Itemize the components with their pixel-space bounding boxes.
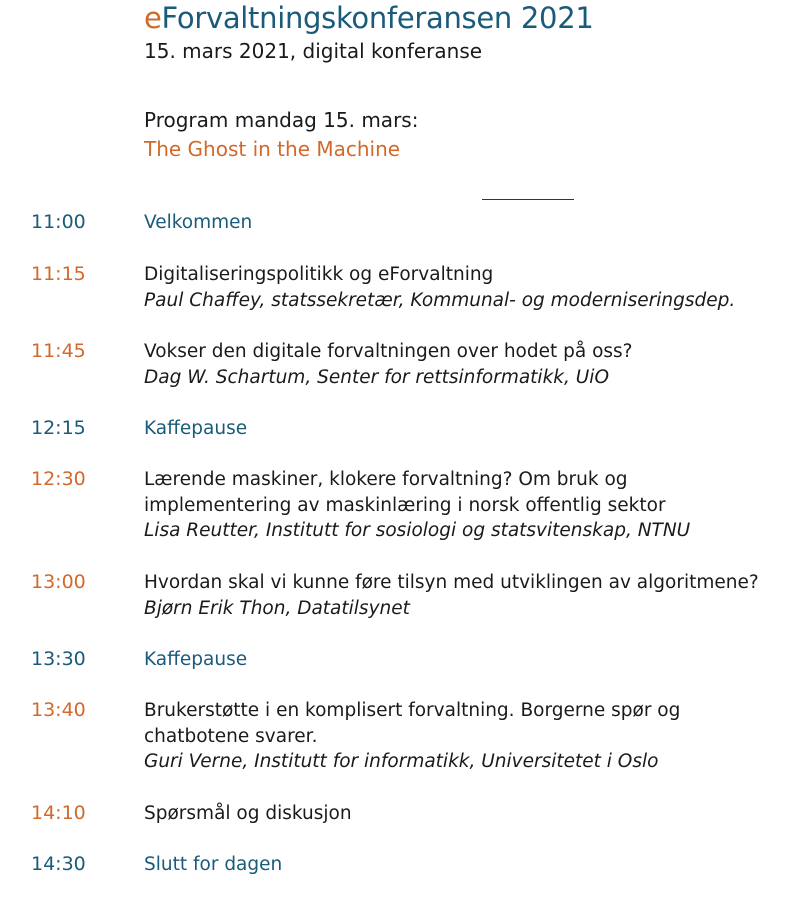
schedule-time: 14:10 <box>31 802 86 824</box>
schedule-speaker: Lisa Reutter, Institutt for sosiologi og statsvitenskap, NTNU <box>144 520 691 541</box>
program-theme: The Ghost in the Machine <box>144 137 401 161</box>
schedule-title: Digitaliseringspolitikk og eForvaltning <box>144 264 494 285</box>
schedule-time: 13:00 <box>31 571 86 593</box>
conference-title-prefix: e <box>144 1 162 35</box>
schedule-time: 13:30 <box>31 648 86 670</box>
conference-title <box>144 1 594 35</box>
schedule-time: 14:30 <box>31 853 86 875</box>
schedule-title: Spørsmål og diskusjon <box>144 803 352 824</box>
schedule-time: 12:30 <box>31 468 86 490</box>
schedule-title: Kaffepause <box>144 418 248 439</box>
schedule-time: 13:40 <box>31 699 86 721</box>
schedule-title: Brukerstøtte i en komplisert forvaltning. Borgerne spør og chatbotene svarer. <box>144 700 681 747</box>
schedule-title: Kaffepause <box>144 649 248 670</box>
schedule-title: Velkommen <box>144 212 253 233</box>
schedule-time: 12:15 <box>31 417 86 439</box>
divider-line <box>482 199 574 200</box>
schedule-time: 11:45 <box>31 340 86 362</box>
schedule-speaker: Paul Chaffey, statssekretær, Kommunal- og moderniseringsdep. <box>144 289 736 311</box>
schedule-time: 11:15 <box>31 263 86 285</box>
conference-title-rest: Forvaltningskonferansen 2021 <box>161 1 594 35</box>
schedule-speaker: Bjørn Erik Thon, Datatilsynet <box>144 597 410 619</box>
schedule-title: Hvordan skal vi kunne føre tilsyn med utviklingen av algoritmene? <box>144 572 759 593</box>
schedule-speaker: Guri Verne, Institutt for informatikk, Universitetet i Oslo <box>144 751 659 772</box>
program-heading: Program mandag 15. mars: <box>144 108 419 132</box>
schedule-time: 11:00 <box>31 211 86 233</box>
schedule-title: Slutt for dagen <box>144 854 283 875</box>
schedule-title: Lærende maskiner, klokere forvaltning? Om bruk og implementering av maskinlæring i norsk offentlig sektor <box>144 469 666 516</box>
schedule-speaker: Dag W. Schartum, Senter for rettsinformatikk, UiO <box>144 366 610 388</box>
conference-subtitle: 15. mars 2021, digital konferanse <box>144 39 483 63</box>
schedule-title: Vokser den digitale forvaltningen over hodet på oss? <box>144 341 633 362</box>
